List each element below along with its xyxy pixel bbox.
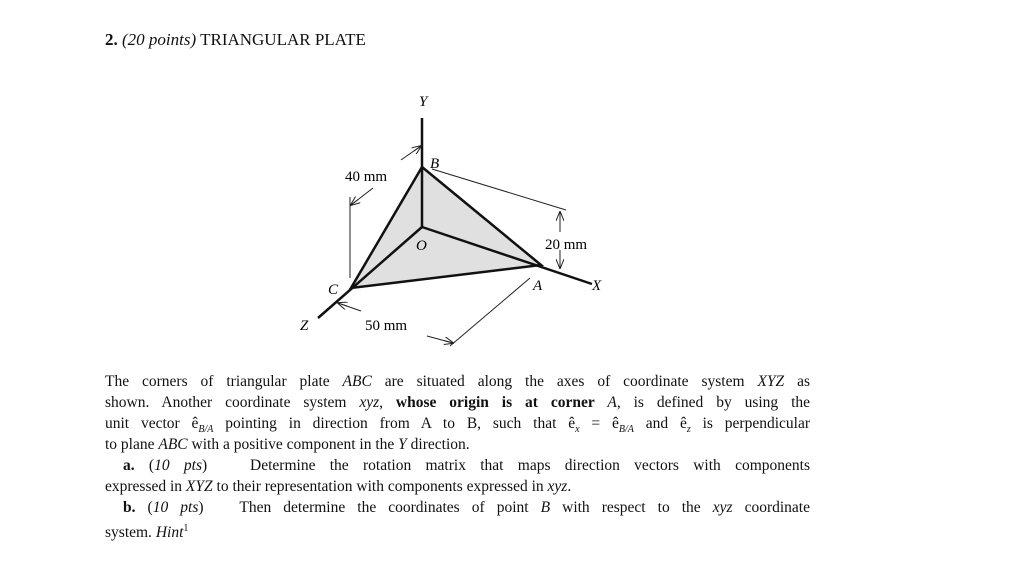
statement-text: and ê	[633, 415, 687, 432]
statement-text: (	[148, 457, 155, 474]
statement-text: 10 pts	[152, 499, 199, 516]
z-axis-label: Z	[300, 318, 309, 334]
statement-text: B/A	[618, 424, 634, 436]
statement-text: ABC	[158, 436, 188, 453]
dim-50-arrow-left	[338, 303, 361, 311]
statement-text: shown. Another coordinate system	[105, 394, 360, 411]
point-a-label: A	[533, 278, 543, 294]
statement-text: with a positive component in the	[187, 436, 399, 453]
statement-text: ABC	[342, 373, 372, 390]
statement-line	[105, 476, 810, 497]
problem-statement	[105, 371, 811, 542]
statement-line	[105, 392, 810, 413]
statement-line	[105, 518, 810, 542]
y-axis-label: Y	[419, 94, 428, 110]
statement-line	[105, 497, 810, 518]
statement-text: z	[686, 424, 691, 436]
problem-number: 2.	[105, 30, 118, 49]
statement-text: whose origin is at corner	[395, 394, 608, 411]
statement-line	[105, 413, 810, 434]
statement-text: ) Then determine the coordinates of point	[198, 499, 541, 516]
statement-text: b.	[123, 499, 148, 516]
statement-text: are situated along the axes of coordinate system	[371, 373, 758, 390]
statement-text: a.	[123, 457, 149, 474]
statement-text: direction.	[406, 436, 470, 453]
problem-points: (20 points)	[122, 30, 197, 49]
statement-text: with respect to the	[550, 499, 713, 516]
statement-text: ) Determine the rotation matrix that maps direction vectors with components	[201, 457, 810, 474]
dim-50-label: 50 mm	[365, 318, 408, 334]
dim-40-arrow-upper	[401, 146, 421, 160]
statement-text: A	[607, 394, 617, 411]
statement-text: xyz	[547, 478, 568, 495]
statement-text: , is defined by using the	[616, 394, 811, 411]
statement-text: 1	[183, 523, 189, 534]
statement-line	[105, 371, 810, 392]
statement-text: x	[575, 424, 580, 436]
statement-text: to their representation with components expressed in	[212, 478, 548, 495]
point-c-label: C	[328, 282, 339, 298]
statement-text: pointing in direction from A to B, such that ê	[213, 415, 576, 432]
statement-text: B/A	[198, 424, 214, 436]
dim-50-arrow-right	[427, 336, 453, 343]
dim-40-arrow-lower	[351, 188, 373, 205]
dim-40-label: 40 mm	[345, 169, 388, 185]
statement-text: xyz	[712, 499, 733, 516]
dim-50-extension	[450, 278, 530, 346]
statement-text: Y	[398, 436, 407, 453]
statement-line	[105, 434, 810, 455]
statement-text: ,	[379, 394, 396, 411]
statement-text: .	[567, 478, 572, 495]
point-o-label: O	[416, 238, 427, 254]
statement-text: = ê	[579, 415, 619, 432]
statement-text: B	[540, 499, 551, 516]
statement-text: XYZ	[185, 478, 213, 495]
statement-text: unit vector ê	[105, 415, 199, 432]
statement-line	[105, 455, 810, 476]
statement-text: Hint	[155, 524, 184, 542]
statement-text: The corners of triangular plate	[105, 373, 343, 390]
point-b-label: B	[430, 156, 440, 172]
statement-text: as	[784, 373, 810, 390]
statement-text: expressed in	[105, 478, 186, 495]
statement-text: 10 pts	[154, 457, 202, 474]
statement-text: xyz	[359, 394, 380, 411]
x-axis-label: X	[592, 278, 602, 294]
statement-text: XYZ	[757, 373, 785, 390]
statement-text: system.	[105, 524, 156, 542]
dim-20-label: 20 mm	[545, 237, 588, 253]
statement-text: is perpendicular	[690, 415, 811, 432]
statement-text: (	[147, 499, 153, 516]
statement-text: coordinate	[732, 499, 810, 516]
problem-title: TRIANGULAR PLATE	[200, 30, 366, 49]
statement-text: to plane	[105, 436, 159, 453]
